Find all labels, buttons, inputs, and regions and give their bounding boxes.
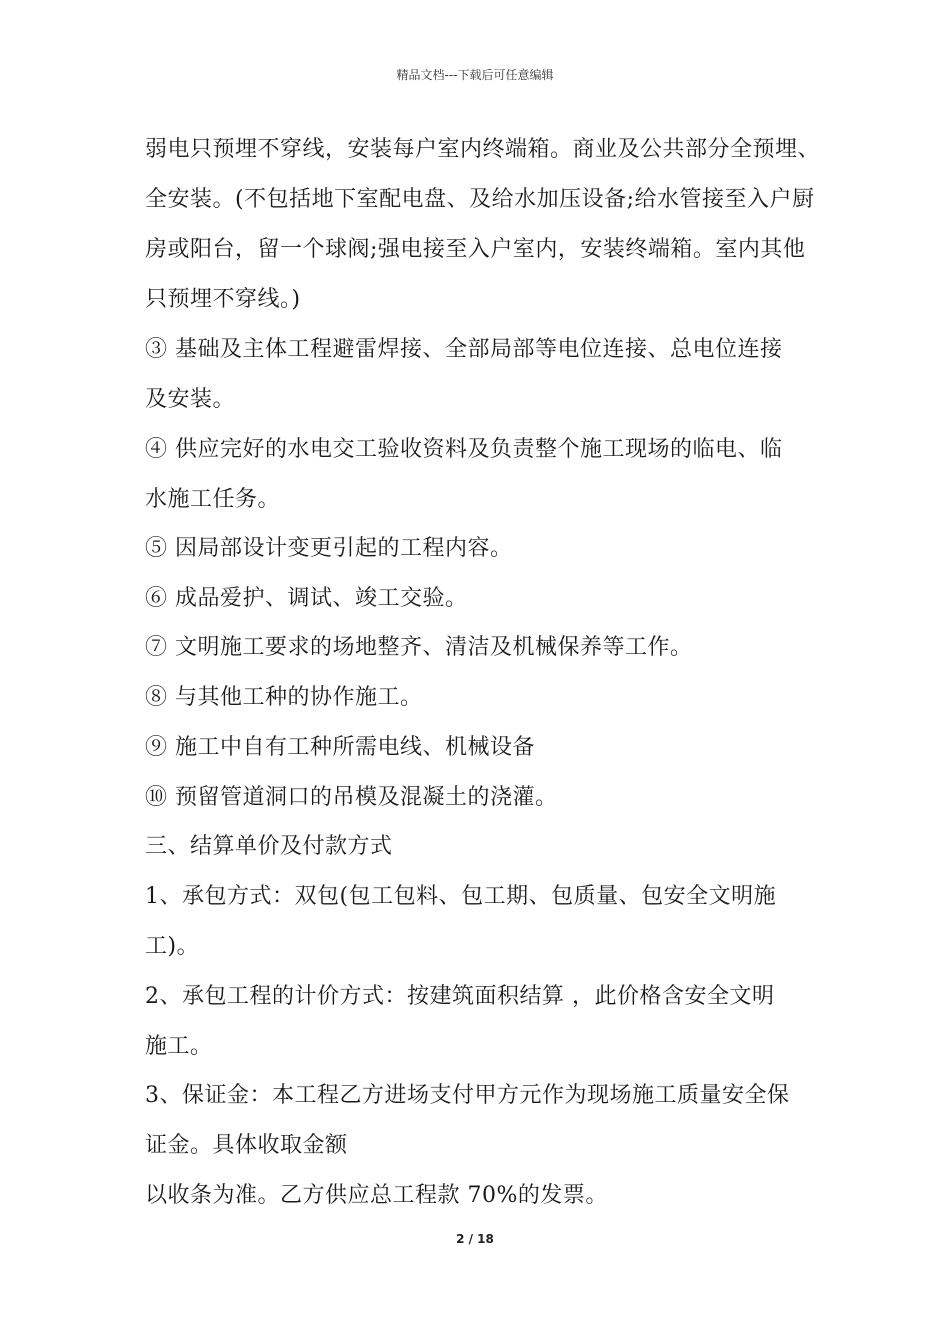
- text-line: ⑧ 与其他工种的协作施工。: [145, 685, 423, 710]
- text-line: ③ 基础及主体工程避雷焊接、全部局部等电位连接、总电位连接: [145, 337, 783, 362]
- text-line: ⑥ 成品爱护、调试、竣工交验。: [145, 586, 468, 611]
- page-header: 精品文档---下载后可任意编辑: [396, 68, 554, 82]
- text-line: ⑦ 文明施工要求的场地整齐、清洁及机械保养等工作。: [145, 635, 693, 660]
- text-line: 只预埋不穿线。): [145, 287, 301, 312]
- text-line: 以收条为准。乙方供应总工程款 70%的发票。: [145, 1183, 608, 1208]
- text-line: 全安装。(不包括地下室配电盘、及给水加压设备;给水管接至入户厨: [145, 187, 815, 212]
- page-number: 2 / 18: [456, 1232, 494, 1246]
- text-line: ⑨ 施工中自有工种所需电线、机械设备: [145, 735, 535, 760]
- text-line: 施工。: [145, 1034, 213, 1059]
- text-line: 及安装。: [145, 387, 236, 412]
- text-line: 弱电只预埋不穿线，安装每户室内终端箱。商业及公共部分全预埋、: [145, 137, 821, 162]
- text-line: ⑤ 因局部设计变更引起的工程内容。: [145, 536, 513, 561]
- text-line: 工)。: [145, 934, 200, 959]
- section-heading: 三、结算单价及付款方式: [145, 834, 393, 859]
- text-line: 2、承包工程的计价方式：按建筑面积结算 ，此价格含安全文明: [145, 984, 775, 1009]
- text-line: 水施工任务。: [145, 487, 281, 512]
- text-line: 证金。具体收取金额: [145, 1133, 348, 1158]
- text-line: 1、承包方式：双包(包工包料、包工期、包质量、包安全文明施: [145, 884, 777, 909]
- text-line: 3、保证金：本工程乙方进场支付甲方元作为现场施工质量安全保: [145, 1083, 790, 1108]
- text-line: ④ 供应完好的水电交工验收资料及负责整个施工现场的临电、临: [145, 437, 783, 462]
- text-line: ⑩ 预留管道洞口的吊模及混凝土的浇灌。: [145, 785, 558, 810]
- text-line: 房或阳台，留一个球阀;强电接至入户室内，安装终端箱。室内其他: [145, 237, 806, 262]
